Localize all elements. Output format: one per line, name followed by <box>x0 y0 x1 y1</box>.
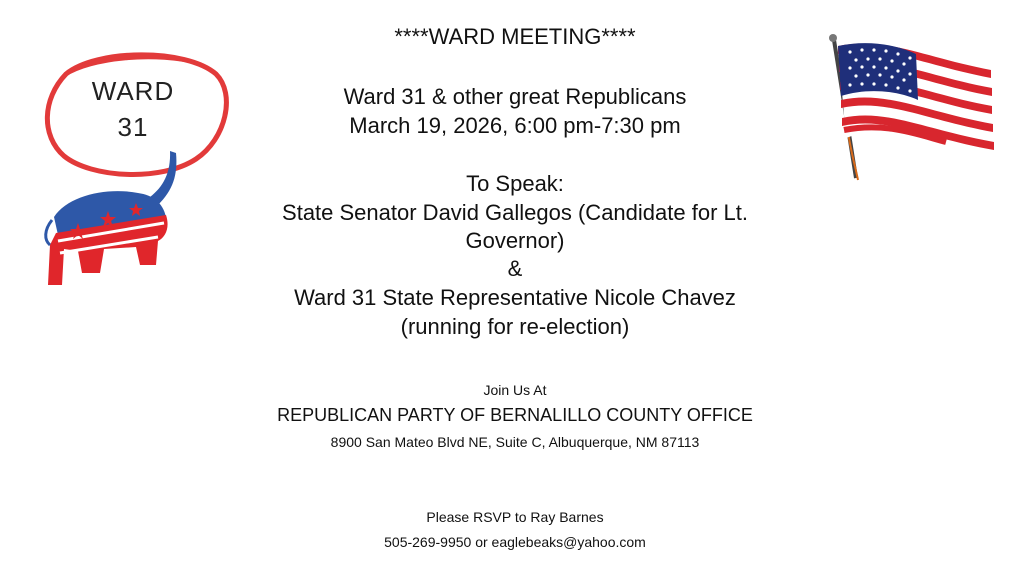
ward-logo-line2: 31 <box>117 112 149 142</box>
rsvp-line1: Please RSVP to Ray Barnes <box>426 509 604 525</box>
page-title: ****WARD MEETING**** <box>394 24 636 49</box>
location-name: REPUBLICAN PARTY OF BERNALILLO COUNTY OFFICE <box>277 405 753 425</box>
speaker1-line2: Governor) <box>465 228 565 253</box>
rsvp-contact: 505-269-9950 or eaglebeaks@yahoo.com <box>384 534 646 550</box>
ward-logo-line1: WARD <box>91 76 175 106</box>
speakers-ampersand: & <box>507 256 523 281</box>
speaker2-line1: Ward 31 State Representative Nicole Chavez <box>294 285 736 310</box>
speakers-heading: To Speak: <box>466 171 564 196</box>
event-datetime: March 19, 2026, 6:00 pm-7:30 pm <box>349 113 681 138</box>
speaker1-line1: State Senator David Gallegos (Candidate for Lt. <box>282 200 748 225</box>
event-audience: Ward 31 & other great Republicans <box>343 84 687 109</box>
location-intro: Join Us At <box>483 382 547 398</box>
american-flag-icon <box>826 30 1006 190</box>
location-address: 8900 San Mateo Blvd NE, Suite C, Albuquerque, NM 87113 <box>330 434 700 450</box>
speaker2-line2: (running for re-election) <box>400 314 630 339</box>
